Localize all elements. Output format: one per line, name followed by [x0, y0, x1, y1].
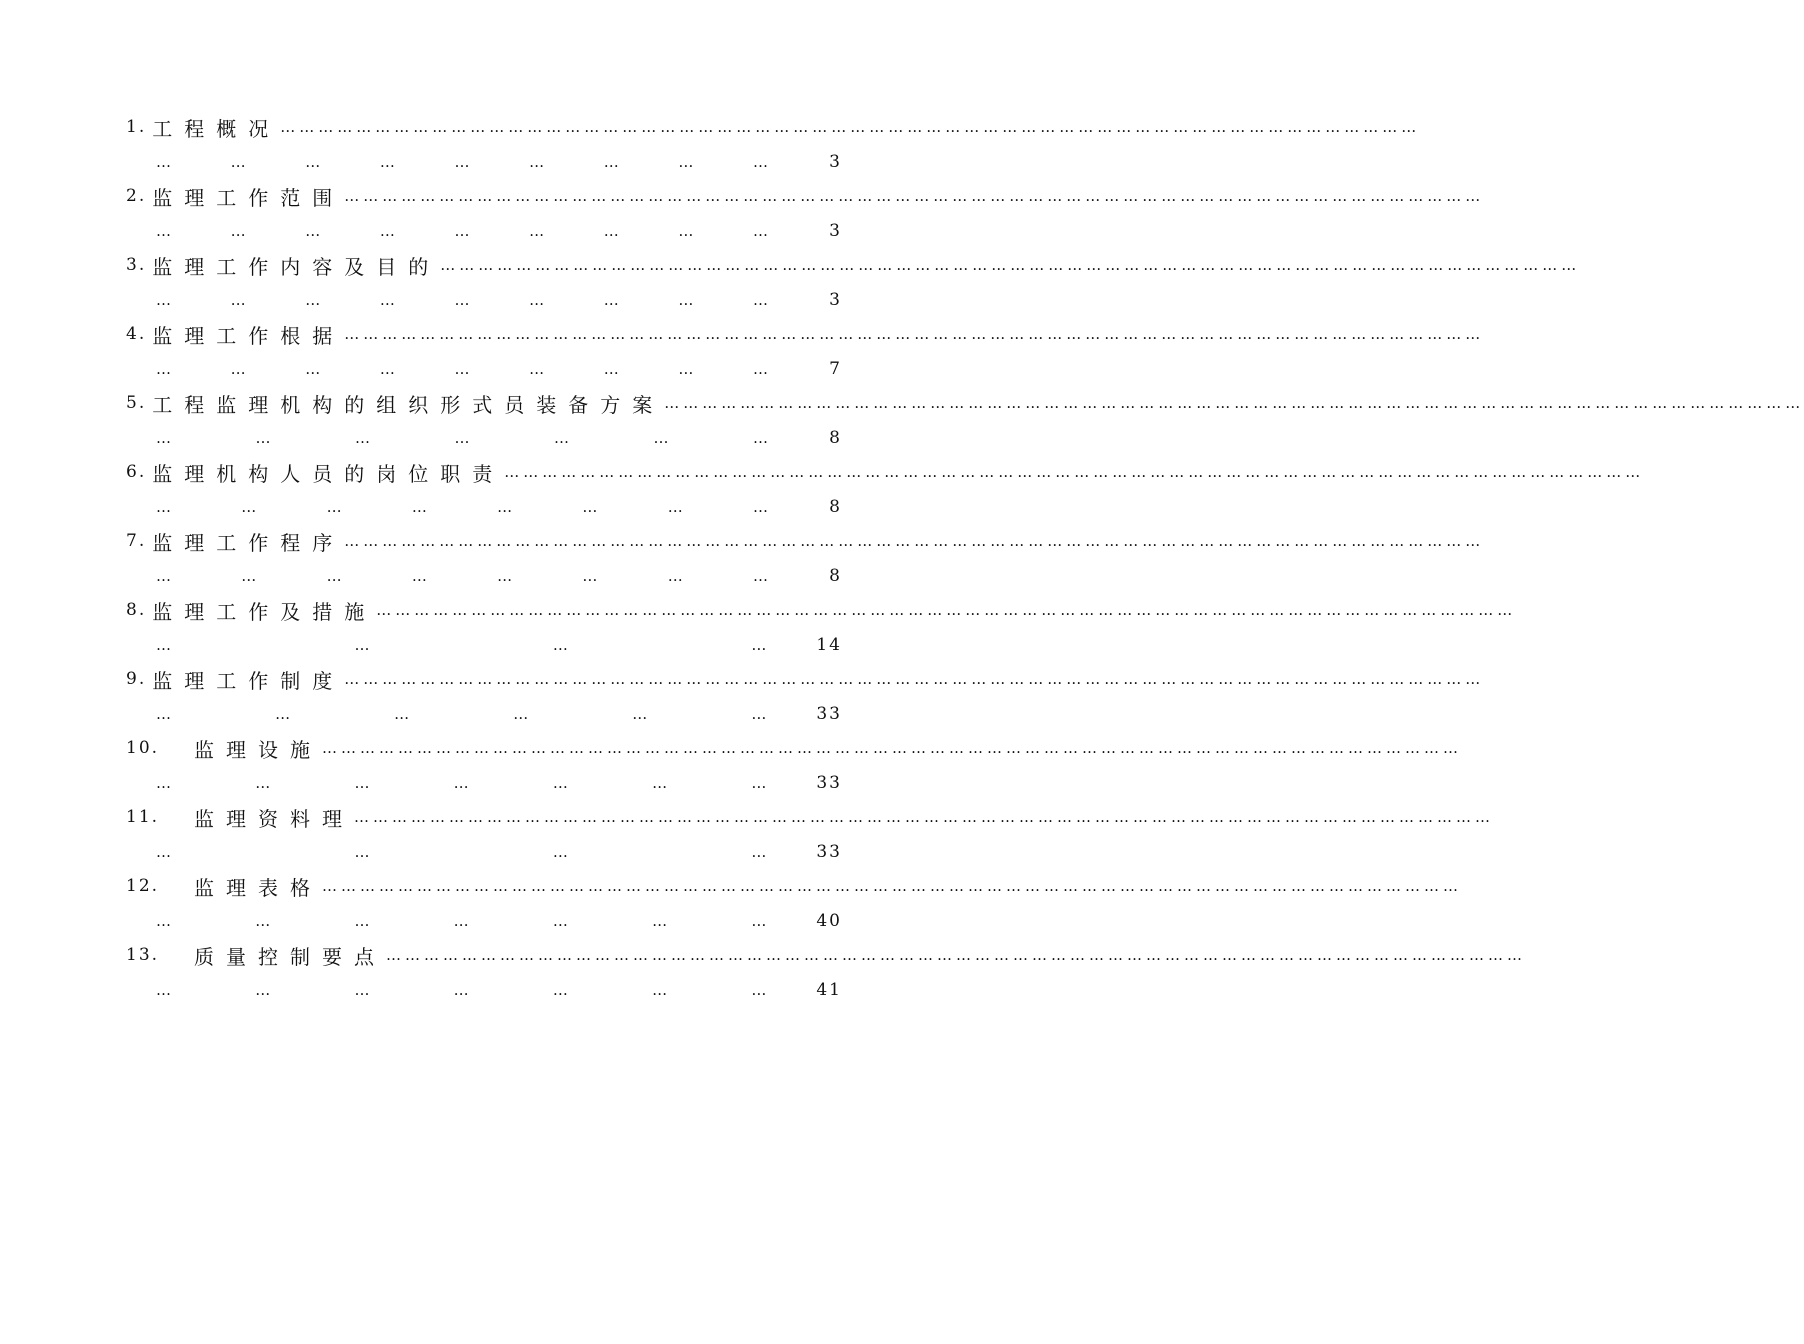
leader-dot: …	[379, 153, 395, 171]
toc-entry-title: 监理资料理	[194, 806, 354, 831]
toc-entry-title: 监理工作内容及目的	[152, 254, 441, 279]
toc-entry[interactable]	[126, 526, 1485, 595]
toc-entry-number: 4.	[126, 324, 147, 344]
leader-dot: …	[454, 222, 470, 240]
leader-dot: …	[255, 774, 271, 792]
leader-dot: …	[305, 222, 321, 240]
leader-dot: …	[354, 843, 370, 861]
toc-entry-heading-line	[126, 250, 1581, 280]
toc-entry-title: 监理工作根据	[152, 323, 345, 348]
table-of-contents	[126, 112, 1804, 1009]
toc-entry-number: 7.	[126, 531, 147, 551]
leader-dot: …	[156, 774, 171, 792]
toc-entry-heading-line	[126, 802, 1494, 832]
toc-entry-number: 1.	[126, 117, 147, 137]
leader-dot: …	[156, 567, 171, 585]
toc-entry[interactable]	[126, 181, 1485, 250]
leader-dot: …	[752, 567, 768, 585]
leader-dot: …	[379, 360, 395, 378]
leader-dot: …	[529, 360, 545, 378]
toc-entry-number: 11.	[126, 807, 160, 827]
leader-dot: …	[156, 498, 171, 516]
toc-entry-page-line	[156, 907, 842, 935]
toc-entry[interactable]	[126, 733, 1462, 802]
leader-dot: …	[156, 429, 171, 447]
leader-dot: …	[156, 291, 171, 309]
leader-dot: …	[751, 636, 767, 654]
toc-dot-leader	[156, 912, 816, 930]
leader-dot: …	[652, 774, 668, 792]
toc-entry-heading-line	[126, 733, 1462, 763]
toc-entry-number: 9.	[126, 669, 147, 689]
leader-dot: …	[394, 705, 410, 723]
toc-entry[interactable]	[126, 250, 1581, 319]
leader-dot: …	[582, 498, 598, 516]
toc-dot-leader	[156, 291, 818, 309]
leader-dot: …	[255, 981, 271, 999]
toc-entry-page-number: 3	[829, 221, 842, 241]
leader-dot: …	[454, 291, 470, 309]
leader-dot: …	[529, 153, 545, 171]
leader-dot: …	[453, 774, 469, 792]
leader-dot: …	[753, 360, 768, 378]
leader-dot: …	[751, 912, 767, 930]
toc-entry-page-line	[156, 631, 842, 659]
toc-entry-title: 监理工作及措施	[152, 599, 377, 624]
leader-dot: …	[241, 567, 257, 585]
leader-dot: …	[751, 981, 767, 999]
leader-dot: …	[230, 222, 246, 240]
toc-entry-page-line	[156, 976, 842, 1004]
toc-dot-leader	[156, 843, 816, 861]
toc-entry-title: 监理设施	[194, 737, 322, 762]
leader-dot: …	[305, 291, 321, 309]
leader-dot: …	[354, 912, 370, 930]
toc-entry-page-number: 33	[816, 773, 842, 793]
leader-dot: …	[678, 222, 694, 240]
leader-dot: …	[326, 498, 342, 516]
leader-dot: …	[513, 705, 529, 723]
leader-dot: …	[678, 153, 694, 171]
toc-entry[interactable]	[126, 664, 1485, 733]
leader-dot: …	[241, 498, 257, 516]
toc-dot-leader: ………………………………………………………………………………………………………………………………………………………………	[386, 946, 1526, 964]
toc-entry-page-line	[156, 769, 842, 797]
toc-entry-heading-line	[126, 112, 1421, 142]
toc-entry[interactable]	[126, 388, 1804, 457]
leader-dot: …	[554, 429, 569, 447]
leader-dot: …	[582, 567, 598, 585]
leader-dot: …	[603, 360, 619, 378]
leader-dot: …	[652, 912, 668, 930]
toc-entry-page-line	[156, 700, 842, 728]
toc-dot-leader: ………………………………………………………………………………………………………………………………………………………………	[280, 118, 1421, 136]
toc-entry[interactable]	[126, 940, 1526, 1009]
toc-entry-heading-line	[126, 871, 1462, 901]
toc-entry-page-number: 3	[829, 290, 842, 310]
leader-dot: …	[603, 291, 619, 309]
toc-entry-page-line	[156, 562, 842, 590]
toc-entry[interactable]	[126, 595, 1517, 664]
toc-entry-page-line	[156, 493, 842, 521]
leader-dot: …	[354, 774, 370, 792]
toc-entry-number: 13.	[126, 945, 160, 965]
toc-dot-leader	[156, 774, 816, 792]
leader-dot: …	[156, 222, 171, 240]
toc-dot-leader	[156, 498, 818, 516]
toc-entry-page-number: 3	[829, 152, 842, 172]
toc-entry-title: 工程监理机构的组织形式员装备方案	[152, 392, 665, 417]
toc-dot-leader: ………………………………………………………………………………………………………………………………………………………………	[344, 670, 1485, 688]
leader-dot: …	[355, 429, 370, 447]
leader-dot: …	[753, 429, 768, 447]
leader-dot: …	[652, 981, 668, 999]
toc-dot-leader	[156, 705, 816, 723]
leader-dot: …	[354, 636, 370, 654]
toc-entry-number: 10.	[126, 738, 160, 758]
toc-entry-title: 监理工作制度	[152, 668, 345, 693]
leader-dot: …	[454, 153, 470, 171]
toc-entry-page-line	[156, 148, 842, 176]
leader-dot: …	[751, 774, 767, 792]
leader-dot: …	[326, 567, 342, 585]
leader-dot: …	[552, 981, 568, 999]
leader-dot: …	[529, 222, 545, 240]
toc-dot-leader	[156, 636, 816, 654]
toc-entry-page-number: 41	[816, 980, 842, 1000]
toc-entry-title: 监理表格	[194, 875, 322, 900]
toc-entry-number: 6.	[126, 462, 147, 482]
toc-dot-leader	[156, 981, 816, 999]
toc-dot-leader: ………………………………………………………………………………………………………………………………………………………………	[322, 877, 1462, 895]
toc-entry-page-line	[156, 217, 842, 245]
toc-entry[interactable]	[126, 112, 1421, 181]
leader-dot: …	[411, 567, 427, 585]
toc-entry-title: 质量控制要点	[194, 944, 386, 969]
leader-dot: …	[529, 291, 545, 309]
leader-dot: …	[305, 153, 321, 171]
leader-dot: …	[632, 705, 648, 723]
leader-dot: …	[454, 429, 470, 447]
toc-entry-number: 5.	[126, 393, 147, 413]
toc-entry-title: 监理工作范围	[152, 185, 345, 210]
toc-entry-page-number: 33	[816, 842, 842, 862]
toc-entry-number: 12.	[126, 876, 160, 896]
toc-entry-heading-line	[126, 388, 1804, 418]
leader-dot: …	[230, 360, 246, 378]
leader-dot: …	[453, 981, 469, 999]
leader-dot: …	[354, 981, 370, 999]
toc-entry-page-number: 40	[816, 911, 842, 931]
toc-dot-leader	[156, 153, 818, 171]
toc-entry-page-number: 8	[829, 566, 842, 586]
leader-dot: …	[552, 843, 568, 861]
leader-dot: …	[305, 360, 321, 378]
leader-dot: …	[255, 429, 271, 447]
leader-dot: …	[230, 153, 246, 171]
toc-entry-page-number: 33	[816, 704, 842, 724]
toc-entry-page-line	[156, 838, 842, 866]
leader-dot: …	[411, 498, 427, 516]
toc-dot-leader: ………………………………………………………………………………………………………………………………………………………………	[664, 394, 1804, 412]
toc-entry-number: 3.	[126, 255, 147, 275]
toc-entry-heading-line	[126, 319, 1485, 349]
toc-dot-leader: ………………………………………………………………………………………………………………………………………………………………	[376, 601, 1517, 619]
toc-entry-page-line	[156, 355, 842, 383]
leader-dot: …	[751, 705, 767, 723]
leader-dot: …	[753, 291, 768, 309]
toc-entry[interactable]	[126, 802, 1494, 871]
toc-dot-leader: ………………………………………………………………………………………………………………………………………………………………	[344, 532, 1485, 550]
toc-entry-number: 2.	[126, 186, 147, 206]
leader-dot: …	[603, 153, 619, 171]
toc-entry[interactable]	[126, 871, 1462, 940]
toc-dot-leader	[156, 360, 818, 378]
leader-dot: …	[753, 222, 768, 240]
toc-dot-leader: ………………………………………………………………………………………………………………………………………………………………	[344, 325, 1485, 343]
leader-dot: …	[454, 360, 470, 378]
toc-dot-leader: ………………………………………………………………………………………………………………………………………………………………	[354, 808, 1494, 826]
leader-dot: …	[753, 153, 768, 171]
toc-entry-heading-line	[126, 595, 1517, 625]
leader-dot: …	[667, 567, 683, 585]
toc-entry-page-number: 8	[829, 497, 842, 517]
leader-dot: …	[667, 498, 683, 516]
leader-dot: …	[156, 360, 171, 378]
toc-dot-leader: ………………………………………………………………………………………………………………………………………………………………	[344, 187, 1485, 205]
toc-entry-number: 8.	[126, 600, 147, 620]
toc-dot-leader	[156, 429, 818, 447]
leader-dot: …	[497, 498, 513, 516]
leader-dot: …	[497, 567, 513, 585]
toc-dot-leader: ………………………………………………………………………………………………………………………………………………………………	[440, 256, 1581, 274]
toc-entry-page-line	[156, 424, 842, 452]
toc-dot-leader	[156, 567, 818, 585]
leader-dot: …	[379, 291, 395, 309]
leader-dot: …	[678, 360, 694, 378]
toc-entry-heading-line	[126, 526, 1485, 556]
toc-entry[interactable]	[126, 457, 1645, 526]
toc-entry-heading-line	[126, 181, 1485, 211]
toc-entry[interactable]	[126, 319, 1485, 388]
leader-dot: …	[255, 912, 271, 930]
leader-dot: …	[751, 843, 767, 861]
leader-dot: …	[156, 912, 171, 930]
leader-dot: …	[156, 843, 171, 861]
leader-dot: …	[552, 912, 568, 930]
leader-dot: …	[379, 222, 395, 240]
leader-dot: …	[156, 981, 171, 999]
toc-entry-page-line	[156, 286, 842, 314]
leader-dot: …	[552, 774, 568, 792]
toc-dot-leader: ………………………………………………………………………………………………………………………………………………………………	[322, 739, 1462, 757]
toc-entry-title: 监理工作程序	[152, 530, 345, 555]
leader-dot: …	[230, 291, 246, 309]
toc-entry-heading-line	[126, 664, 1485, 694]
leader-dot: …	[653, 429, 669, 447]
toc-entry-title: 监理机构人员的岗位职责	[152, 461, 505, 486]
toc-entry-heading-line	[126, 940, 1526, 970]
leader-dot: …	[552, 636, 568, 654]
toc-entry-page-number: 7	[829, 359, 842, 379]
leader-dot: …	[752, 498, 768, 516]
leader-dot: …	[603, 222, 619, 240]
toc-entry-page-number: 8	[829, 428, 842, 448]
toc-dot-leader: ………………………………………………………………………………………………………………………………………………………………	[504, 463, 1645, 481]
toc-entry-title: 工程概况	[152, 116, 281, 141]
leader-dot: …	[678, 291, 694, 309]
leader-dot: …	[453, 912, 469, 930]
leader-dot: …	[156, 705, 171, 723]
leader-dot: …	[275, 705, 291, 723]
toc-entry-page-number: 14	[816, 635, 842, 655]
leader-dot: …	[156, 153, 171, 171]
leader-dot: …	[156, 636, 171, 654]
toc-dot-leader	[156, 222, 818, 240]
toc-entry-heading-line	[126, 457, 1645, 487]
